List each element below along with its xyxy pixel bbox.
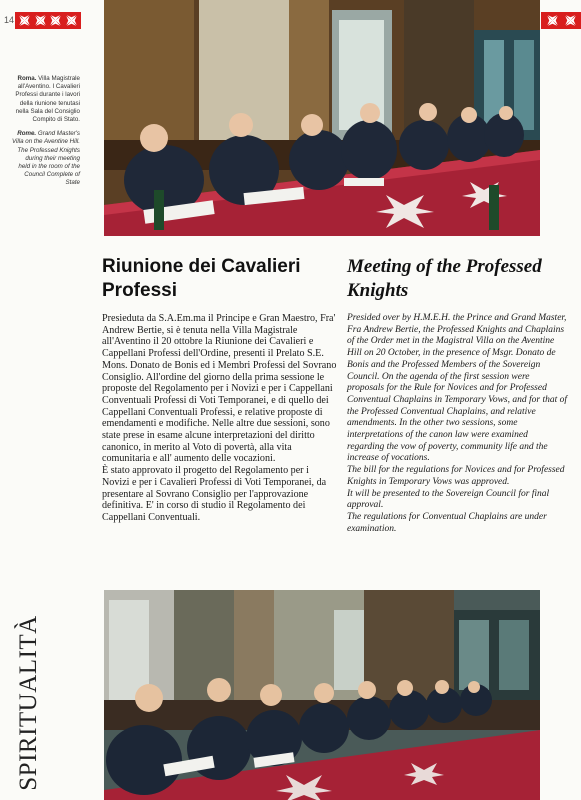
article-title-english: Meeting of the Professed Knights <box>347 256 542 301</box>
maltese-cross-icon <box>18 14 31 27</box>
maltese-cross-icon <box>564 14 577 27</box>
maltese-cross-icon <box>65 14 78 27</box>
bottom-meeting-photo <box>104 590 540 800</box>
maltese-cross-icon <box>546 14 559 27</box>
photo-captions <box>12 75 80 194</box>
section-label: SPIRITUALITÀ <box>15 615 42 791</box>
caption-italian: Roma. Villa Magistrale all'Aventino. I Cavalieri Professi durante i lavori della riunione tenutasi nella Sala del Consiglio Compito di Stato. <box>15 75 80 124</box>
page-number: 14 <box>4 15 15 25</box>
maltese-cross-band-left <box>15 12 81 29</box>
caption-english: Rome. Grand Master's Villa on the Aventine Hill. The Professed Knights during their meeting held in the room of the Council Complete of State <box>12 130 80 187</box>
maltese-cross-icon <box>34 14 47 27</box>
maltese-cross-band-right <box>541 12 581 29</box>
top-meeting-photo <box>104 0 540 236</box>
article-body-english: Presided over by H.M.E.H. the Prince and Grand Master, Fra Andrew Bertie, the Professed Knights and Chaplains of the Order met in the Magistral Villa on the Aventine Hill on 20 October, in the presence of Msgr. Donato de Bonis and the Professed Members of the Sovereign Council. On the agenda of the first session were proposals for the Rule for Novices and for Professed Conventual Chaplains in Temporary Vows, and for that of the Professed Conventual Chaplains, and relative amendments. In the other two sessions, some interpretations of the canon law were examined regarding the vow of poverty, community life and the increase of vocations. The bill for the regulations for Novices and for Professed Knights in Temporary Vows was approved. It will be presented to the Sovereign Council for final approval. The regulations for Conventual Chaplains are under examination. <box>347 313 568 534</box>
article-title-italian: Riunione dei Cavalieri Professi <box>102 256 301 301</box>
article-body-italian: Presieduta da S.A.Em.ma il Principe e Gran Maestro, Fra' Andrew Bertie, si è tenuta nella Villa Magistrale all'Aventino il 20 ottobre la Riunione dei Cavalieri e Cappellani Professi dell'Ordine, presenti il Prelato S.E. Mons. Donato de Bonis ed i Membri Professi del Sovrano Consiglio. All'ordine del giorno della prima sessione le proposte del Regolamento per i Novizi e per i Cappellani Conventuali Professi di Voti Temporanei, e di quello dei Cappellani Conventuali Professi, e relative proposte di emendamenti e modifiche. Nelle altre due sessioni, sono state prese in esame alcune interpretazioni del diritto canonico, in merito al Voto di povertà, alla vita comunitaria e all' aumento delle vocazioni. È stato approvato il progetto del Regolamento per i Novizi e per i Cavalieri Professi di Voti Temporanei, da presentare al Sovrano Consiglio per l'approvazione definitiva. E' in corso di studio il Regolamento dei Cappellani Conventuali. <box>102 313 337 523</box>
maltese-cross-icon <box>49 14 62 27</box>
